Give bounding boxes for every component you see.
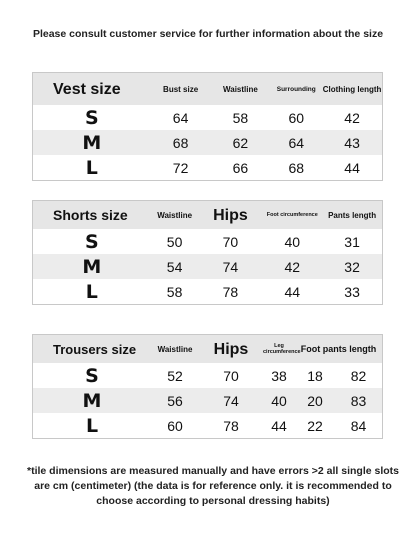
shorts-col-foot-circumference: Foot circumference <box>266 212 318 218</box>
shorts-table-title: Shorts size <box>53 206 128 223</box>
table-cell: 68 <box>288 159 305 176</box>
table-cell: 40 <box>284 233 301 250</box>
shorts-col-waistline: Waistline <box>157 210 193 220</box>
table-cell: 83 <box>350 392 367 409</box>
table-cell: 58 <box>166 283 183 300</box>
shorts-row-s <box>33 229 382 254</box>
trousers-row-m <box>33 388 382 413</box>
table-cell: 22 <box>307 417 323 434</box>
trousers-header-row <box>33 335 382 363</box>
table-cell: 40 <box>271 392 287 409</box>
table-cell: 54 <box>166 258 183 275</box>
size-label: S <box>84 106 99 129</box>
shorts-row-l <box>33 279 382 304</box>
table-cell: 33 <box>344 283 360 300</box>
trousers-col-leg-circumference: Leg circumference <box>263 343 301 355</box>
trousers-table-title: Trousers size <box>53 341 137 357</box>
table-cell: 74 <box>222 258 239 275</box>
table-cell: 82 <box>350 367 367 384</box>
table-cell: 60 <box>167 417 183 434</box>
table-cell: 84 <box>350 417 367 434</box>
size-label: L <box>85 156 98 179</box>
table-cell: 18 <box>307 367 323 384</box>
vest-row-m <box>33 130 382 155</box>
size-label: L <box>85 280 98 303</box>
table-cell: 60 <box>288 109 305 126</box>
vest-col-clothing-length: Clothing length <box>322 84 382 94</box>
table-cell: 58 <box>232 109 249 126</box>
trousers-row-s <box>33 363 382 388</box>
vest-size-table <box>32 72 383 181</box>
shorts-row-m <box>33 254 382 279</box>
trousers-size-table <box>32 334 383 439</box>
table-cell: 78 <box>222 283 239 300</box>
shorts-size-table <box>32 200 383 305</box>
shorts-header-row <box>33 201 382 229</box>
table-cell: 62 <box>232 134 249 151</box>
table-cell: 64 <box>172 109 189 126</box>
vest-row-l <box>33 155 382 180</box>
shorts-col-hips: Hips <box>213 206 248 224</box>
table-cell: 42 <box>344 109 360 126</box>
vest-col-surrounding: Surrounding <box>276 85 316 93</box>
size-label: S <box>85 364 99 387</box>
table-cell: 43 <box>344 134 360 151</box>
table-cell: 70 <box>222 233 239 250</box>
table-cell: 70 <box>223 367 239 384</box>
shorts-col-pants-length: Pants length <box>328 210 377 220</box>
footer-note: *tile dimensions are measured manually and have errors >2 all single slots are cm (centimeter) (the data is for reference only. it is recommended to choose according to personal dressing habits) <box>26 465 400 507</box>
size-label: S <box>84 230 99 253</box>
table-cell: 32 <box>344 258 360 275</box>
vest-table-title: Vest size <box>53 80 121 98</box>
size-label: M <box>82 255 102 278</box>
table-cell: 74 <box>223 392 239 409</box>
table-cell: 50 <box>166 233 183 250</box>
trousers-row-l <box>33 413 382 438</box>
table-cell: 72 <box>172 159 189 176</box>
table-cell: 44 <box>271 417 287 434</box>
table-cell: 31 <box>344 233 360 250</box>
vest-header-row <box>33 73 382 105</box>
table-cell: 68 <box>172 134 189 151</box>
table-cell: 64 <box>288 134 305 151</box>
table-cell: 56 <box>167 392 183 409</box>
table-cell: 42 <box>284 258 301 275</box>
vest-col-bust: Bust size <box>163 84 199 94</box>
table-cell: 38 <box>271 367 287 384</box>
size-label: M <box>82 131 102 154</box>
vest-row-s <box>33 105 382 130</box>
top-note: Please consult customer service for further information about the size <box>32 28 384 40</box>
trousers-col-hips: Hips <box>213 340 249 358</box>
table-cell: 52 <box>167 367 183 384</box>
size-label: L <box>85 414 99 437</box>
table-cell: 44 <box>284 283 301 300</box>
table-cell: 66 <box>232 159 249 176</box>
vest-col-waistline: Waistline <box>223 84 258 94</box>
trousers-col-foot-pants-length: Foot pants length <box>300 343 377 354</box>
size-label: M <box>82 389 102 412</box>
trousers-col-waistline: Waistline <box>157 344 193 354</box>
table-cell: 20 <box>307 392 323 409</box>
table-cell: 78 <box>223 417 239 434</box>
table-cell: 44 <box>344 159 360 176</box>
